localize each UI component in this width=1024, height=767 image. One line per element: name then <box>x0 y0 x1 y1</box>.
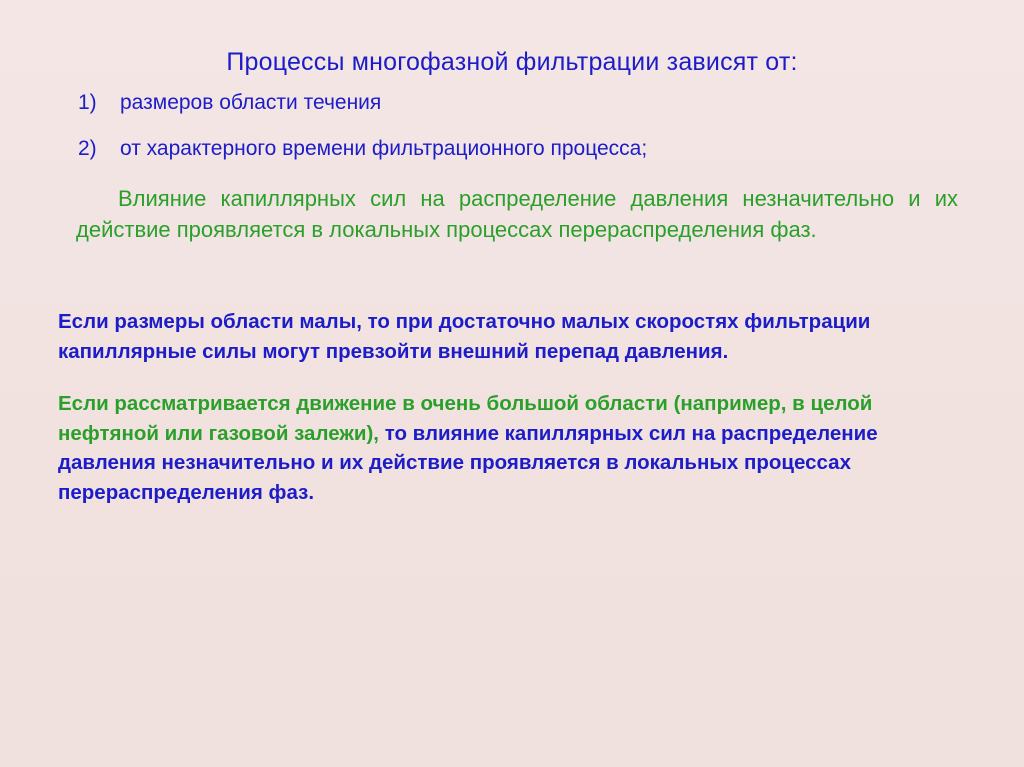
blue-statement-block: Если размеры области малы, то при достаточно малых скоростях фильтрации капиллярные силы могут превзойти внешний перепад давления. <box>58 310 871 364</box>
list-item-label: от характерного времени фильтрационного процесса; <box>120 137 648 160</box>
numbered-list <box>48 91 976 161</box>
list-item-marker: 1) <box>78 91 97 114</box>
green-summary-paragraph: Влияние капиллярных сил на распределение давления незначительно и их действие проявляется в локальных процессах перераспределения фаз. <box>76 186 958 243</box>
list-item-marker: 2) <box>78 137 97 160</box>
list-item <box>48 91 976 115</box>
list-item-label: размеров области течения <box>120 91 382 114</box>
mixed-statement-block <box>48 389 976 508</box>
slide-title: Процессы многофазной фильтрации зависят от: <box>226 48 798 76</box>
list-item <box>48 137 976 161</box>
mixed-green-part: Если рассматривается движение в очень большой области (например, в целой нефтяной или газовой залежи), <box>58 391 873 445</box>
vertical-spacer <box>48 245 976 307</box>
mixed-blue-part: то влияние капиллярных сил на распределение давления незначительно и их действие проявляется в локальных процессах перераспределения фаз. <box>58 421 878 505</box>
